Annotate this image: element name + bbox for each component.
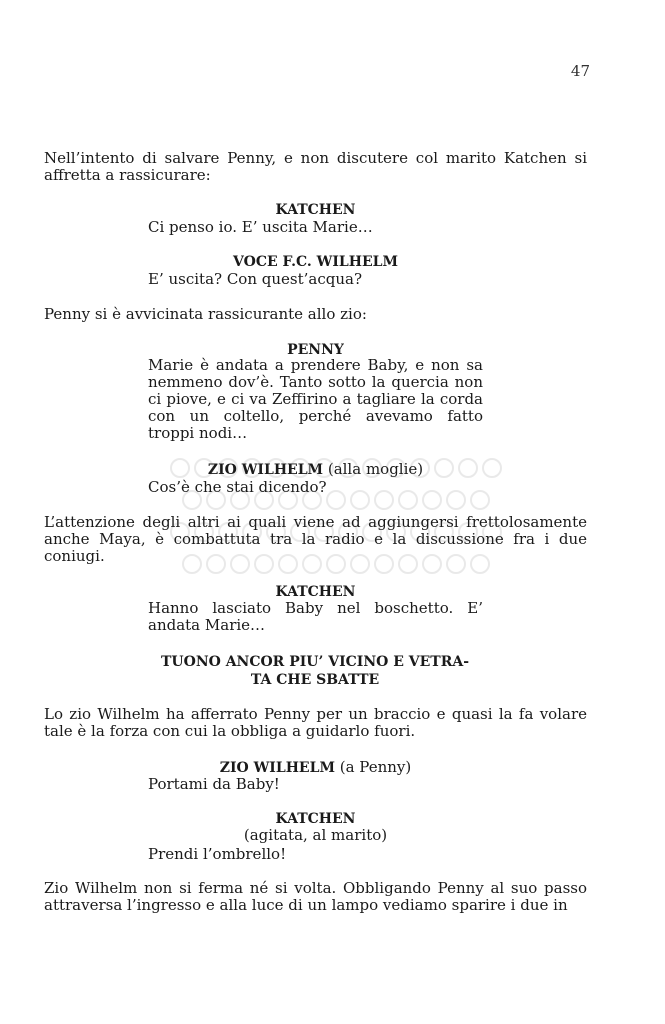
speaker-name: KATCHEN bbox=[275, 584, 356, 600]
narration-2: Penny si è avvicinata rassicurante allo zio: bbox=[44, 305, 367, 323]
dialogue-5: Hanno lasciato Baby nel boschetto. E’ andata Marie… bbox=[148, 599, 483, 634]
speaker-note: (a Penny) bbox=[339, 758, 412, 776]
stage-direction-line-2: TA CHE SBATTE bbox=[250, 672, 380, 688]
speaker-name: VOCE F.C. WILHELM bbox=[233, 254, 398, 270]
speaker-name: PENNY bbox=[287, 342, 344, 358]
dialogue-6: Portami da Baby! bbox=[148, 775, 280, 793]
stage-direction-line-1: TUONO ANCOR PIU’ VICINO E VETRA- bbox=[161, 654, 469, 670]
speaker-name: ZIO WILHELM bbox=[219, 760, 335, 776]
speaker-katchen-1 bbox=[44, 201, 587, 219]
dialogue-2: E’ uscita? Con quest’acqua? bbox=[148, 270, 362, 288]
parenthetical: (agitata, al marito) bbox=[243, 826, 388, 844]
narration-1: Nell’intento di salvare Penny, e non discutere col marito Katchen si affretta a rassicurare: bbox=[44, 149, 587, 184]
page-number: 47 bbox=[570, 62, 590, 80]
speaker-zio-wilhelm-1 bbox=[44, 461, 587, 479]
narration-3: L’attenzione degli altri ai quali viene ad aggiungersi frettolosamente anche Maya, è combattuta tra la radio e la discussione fra i due coniugi. bbox=[44, 513, 587, 565]
dialogue-1: Ci penso io. E’ uscita Marie… bbox=[148, 218, 373, 236]
speaker-name: KATCHEN bbox=[275, 202, 356, 218]
narration-5: Zio Wilhelm non si ferma né si volta. Obbligando Penny al suo passo attraversa l’ingresso e alla luce di un lampo vediamo sparire i due in bbox=[44, 879, 587, 914]
speaker-note: (alla moglie) bbox=[327, 460, 424, 478]
speaker-name: ZIO WILHELM bbox=[207, 462, 324, 478]
speaker-voce-wilhelm bbox=[44, 253, 587, 271]
dialogue-3: Marie è andata a prendere Baby, e non sa nemmeno dov’è. Tanto sotto la quercia non ci piove, e ci va Zeffirino a tagliare la corda con un coltello, perché avevamo fatto troppi nodi… bbox=[148, 356, 483, 442]
dialogue-4: Cos’è che stai dicendo? bbox=[148, 478, 327, 496]
speaker-name: KATCHEN bbox=[275, 811, 356, 827]
speaker-zio-wilhelm-2 bbox=[44, 759, 587, 777]
dialogue-7: Prendi l’ombrello! bbox=[148, 845, 287, 863]
stage-direction-thunder bbox=[130, 653, 500, 689]
narration-4: Lo zio Wilhelm ha afferrato Penny per un braccio e quasi la fa volare tale è la forza con cui la obbliga a guidarlo fuori. bbox=[44, 705, 587, 740]
